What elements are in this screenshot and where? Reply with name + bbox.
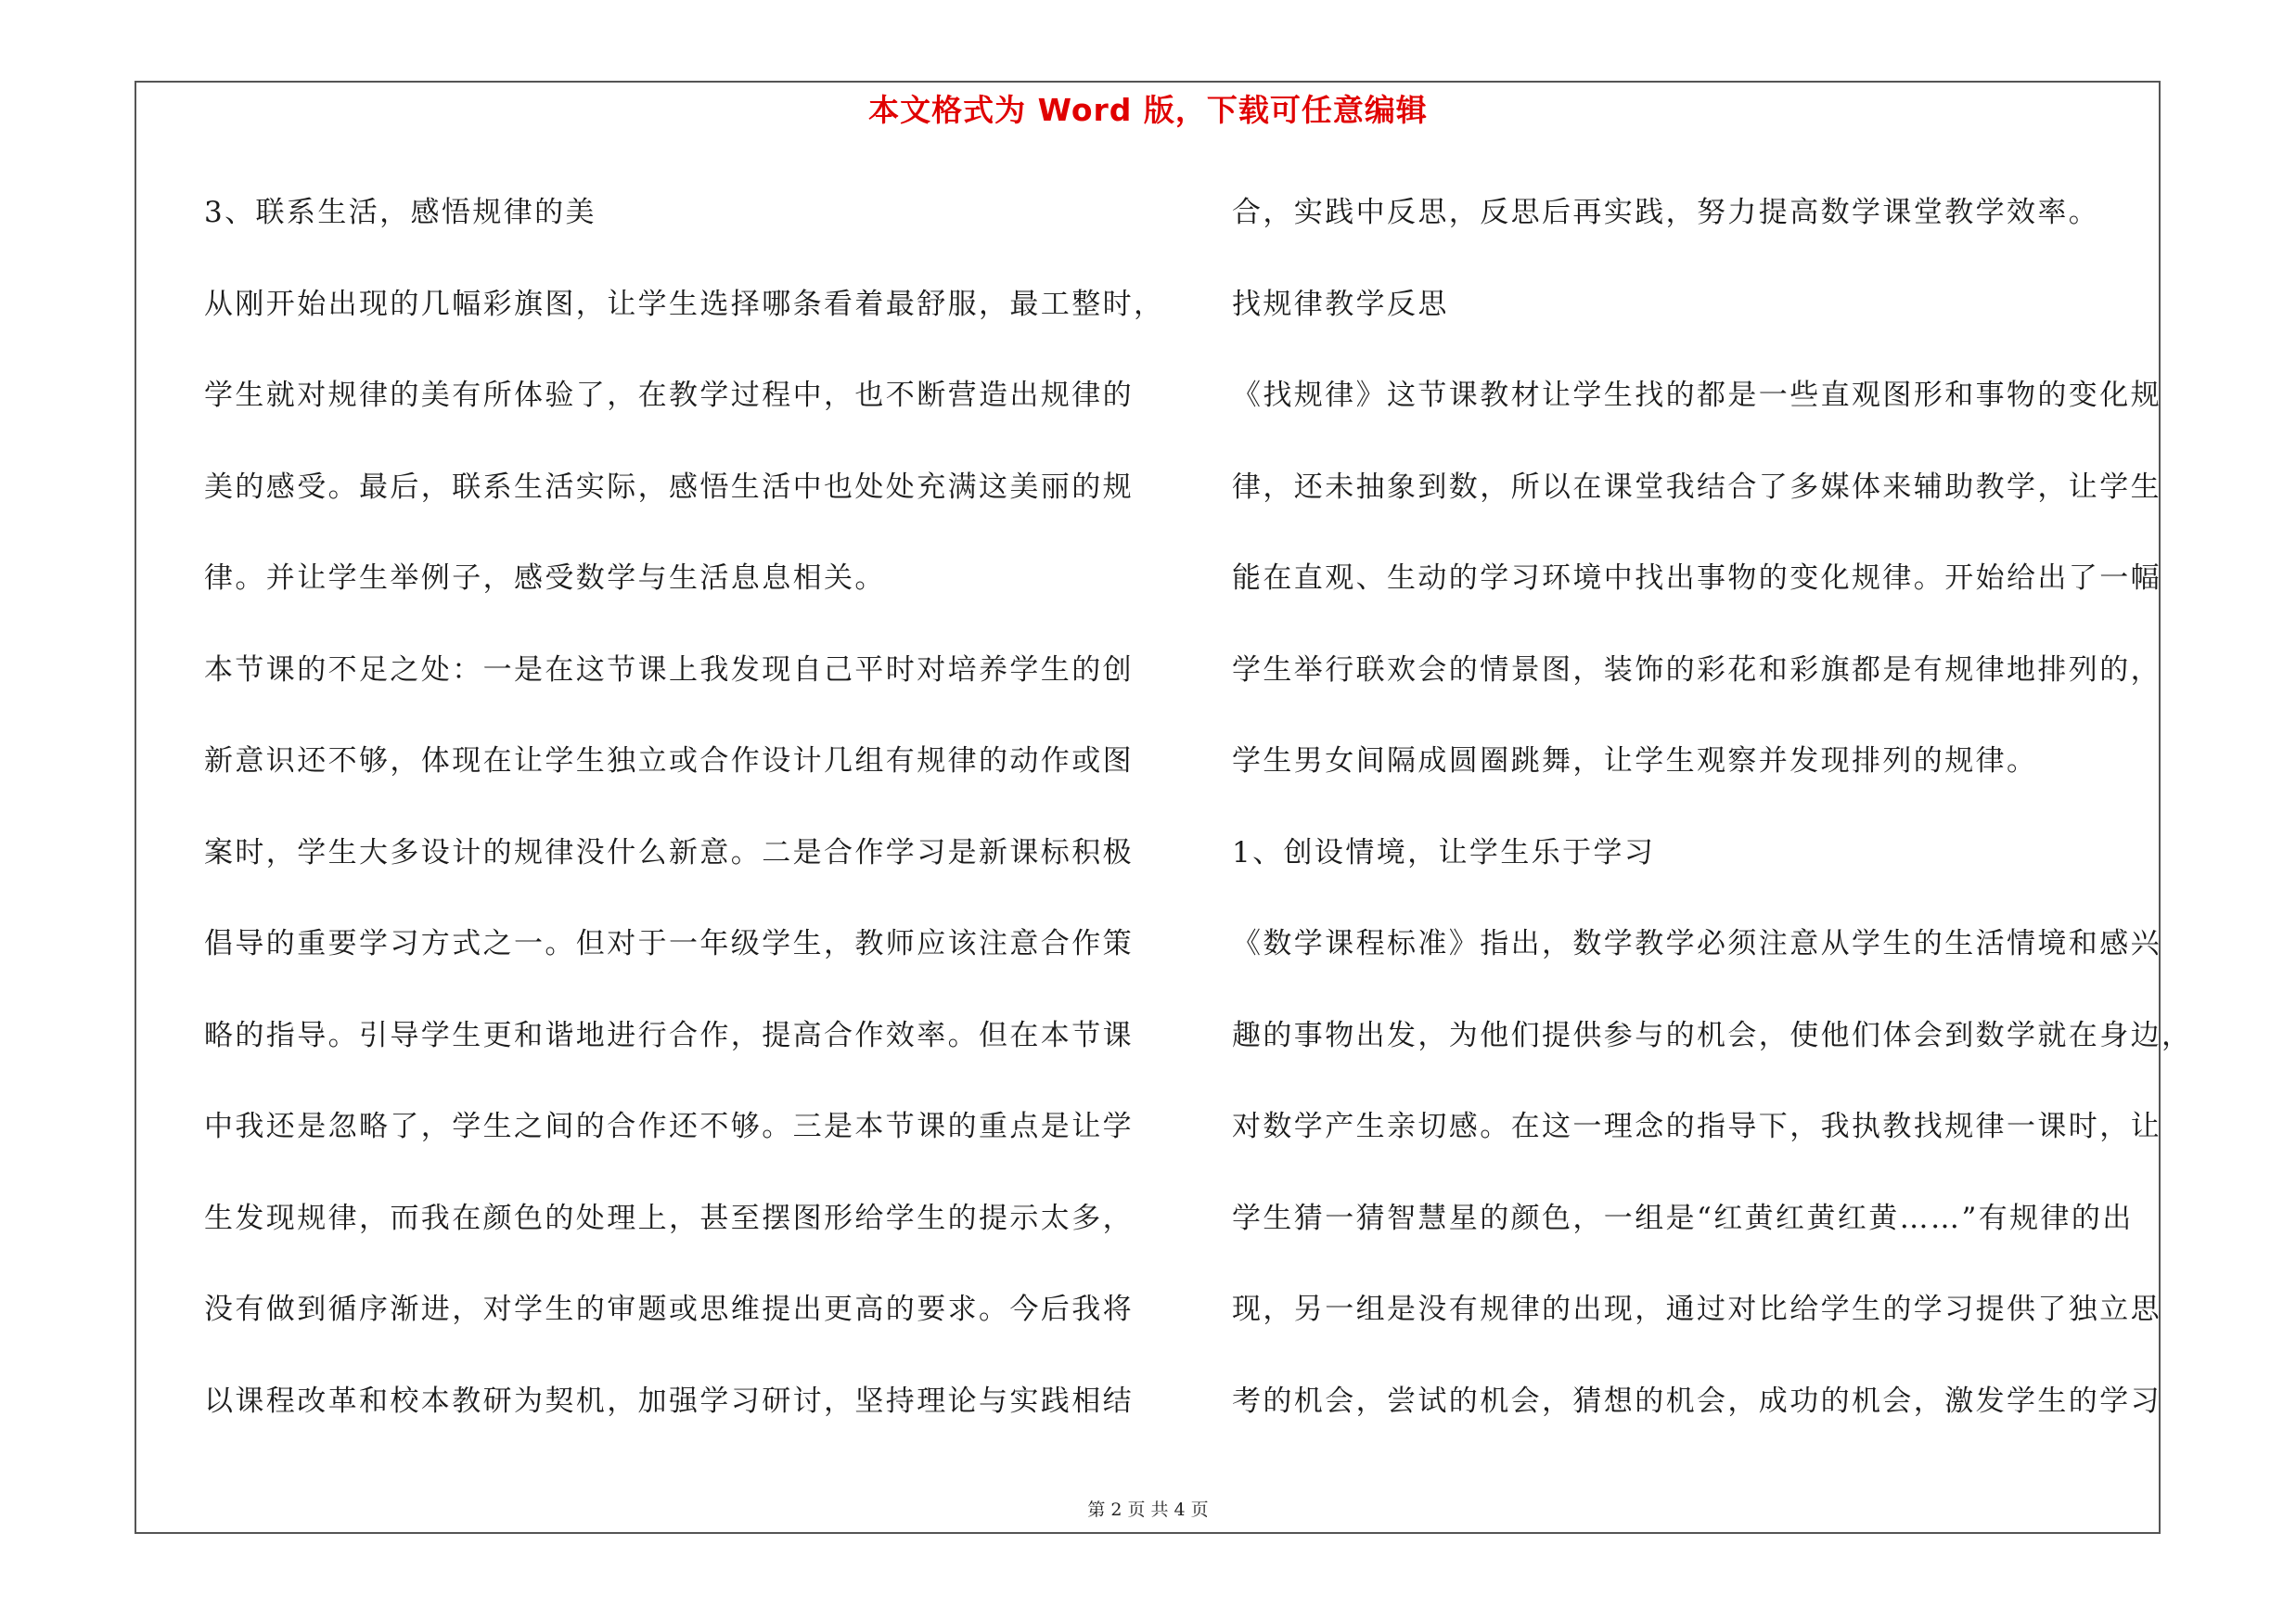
text-line: 《数学课程标准》指出，数学教学必须注意从学生的生活情境和感兴 bbox=[1232, 927, 2161, 960]
text-line: 学生举行联欢会的情景图，装饰的彩花和彩旗都是有规律地排列的， bbox=[1232, 652, 2161, 687]
header-banner: 本文格式为 Word 版，下载可任意编辑 bbox=[868, 92, 1428, 128]
text-line: 现，另一组是没有规律的出现，通过对比给学生的学习提供了独立思 bbox=[1232, 1293, 2161, 1326]
section-heading: 找规律教学反思 bbox=[1232, 287, 1449, 321]
text-line: 新意识还不够，体现在让学生独立或合作设计几组有规律的动作或图 bbox=[204, 744, 1134, 778]
text-line: 案时，学生大多设计的规律没什么新意。二是合作学习是新课标积极 bbox=[204, 835, 1134, 869]
text-line: 生发现规律，而我在颜色的处理上，甚至摆图形给学生的提示太多， bbox=[204, 1201, 1134, 1235]
text-line: 从刚开始出现的几幅彩旗图，让学生选择哪条看着最舒服，最工整时， bbox=[204, 287, 1165, 321]
text-line: 《找规律》这节课教材让学生找的都是一些直观图形和事物的变化规 bbox=[1232, 379, 2161, 412]
text-line: 3、联系生活，感悟规律的美 bbox=[204, 196, 596, 229]
text-line: 以课程改革和校本教研为契机，加强学习研讨，坚持理论与实践相结 bbox=[204, 1384, 1134, 1418]
text-line: 没有做到循序渐进，对学生的审题或思维提出更高的要求。今后我将 bbox=[204, 1293, 1134, 1326]
right-column bbox=[1232, 192, 2193, 1472]
text-line: 合，实践中反思，反思后再实践，努力提高数学课堂教学效率。 bbox=[1232, 196, 2100, 229]
text-line: 倡导的重要学习方式之一。但对于一年级学生，教师应该注意合作策 bbox=[204, 927, 1134, 960]
text-line: 略的指导。引导学生更和谐地进行合作，提高合作效率。但在本节课 bbox=[204, 1018, 1134, 1052]
section-heading: 1、创设情境，让学生乐于学习 bbox=[1232, 835, 1656, 869]
text-line: 考的机会，尝试的机会，猜想的机会，成功的机会，激发学生的学习 bbox=[1232, 1384, 2161, 1418]
text-line: 趣的事物出发，为他们提供参与的机会，使他们体会到数学就在身边， bbox=[1232, 1018, 2193, 1052]
text-line: 美的感受。最后，联系生活实际，感悟生活中也处处充满这美丽的规 bbox=[204, 470, 1134, 504]
text-line: 学生猜一猜智慧星的颜色，一组是“红黄红黄红黄……”有规律的出 bbox=[1232, 1201, 2134, 1235]
text-line: 学生就对规律的美有所体验了，在教学过程中，也不断营造出规律的 bbox=[204, 379, 1134, 412]
text-line: 律，还未抽象到数，所以在课堂我结合了多媒体来辅助教学，让学生 bbox=[1232, 470, 2161, 504]
text-line: 本节课的不足之处：一是在这节课上我发现自己平时对培养学生的创 bbox=[204, 652, 1134, 687]
text-line: 律。并让学生举例子，感受数学与生活息息相关。 bbox=[204, 561, 886, 595]
page-number-footer: 第 2 页 共 4 页 bbox=[1087, 1500, 1209, 1520]
text-line: 能在直观、生动的学习环境中找出事物的变化规律。开始给出了一幅 bbox=[1232, 561, 2161, 595]
text-line: 学生男女间隔成圆圈跳舞，让学生观察并发现排列的规律。 bbox=[1232, 744, 2038, 778]
text-line: 中我还是忽略了，学生之间的合作还不够。三是本节课的重点是让学 bbox=[204, 1110, 1134, 1143]
text-line: 对数学产生亲切感。在这一理念的指导下，我执教找规律一课时，让 bbox=[1232, 1110, 2161, 1143]
left-column bbox=[204, 192, 1165, 1472]
